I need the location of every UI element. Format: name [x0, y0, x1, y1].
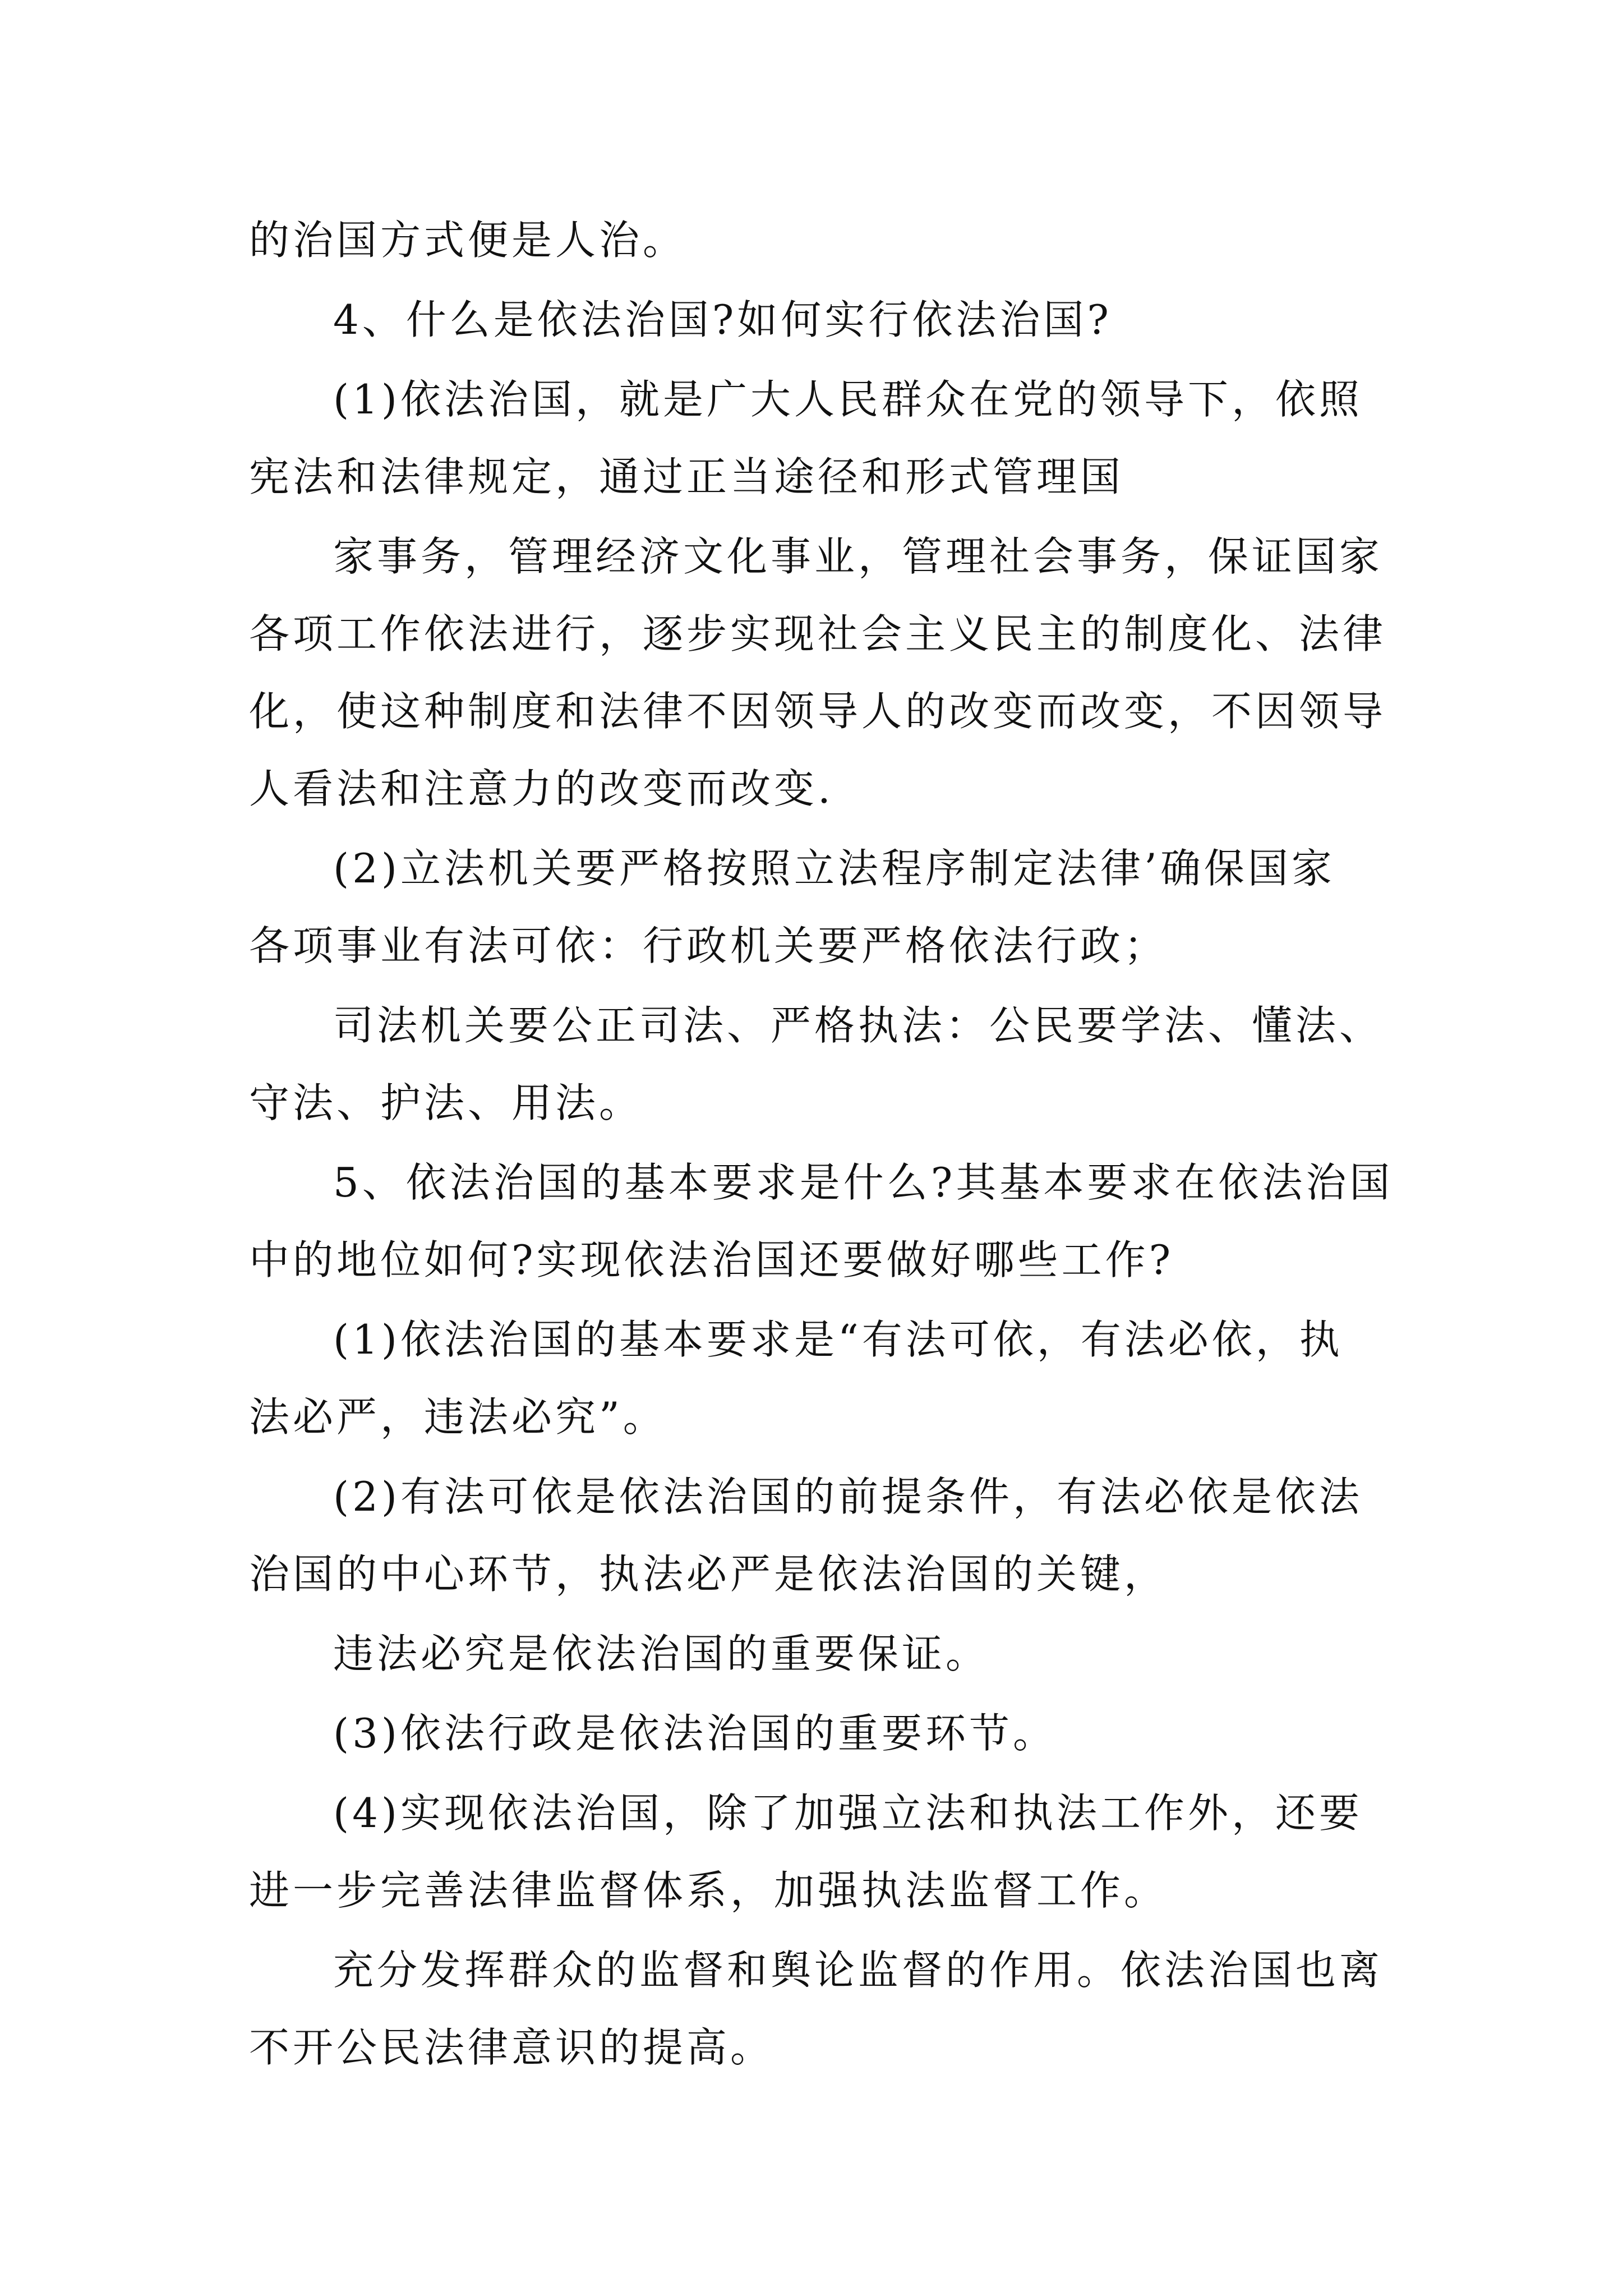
question-heading: 5、依法治国的基本要求是什么?其基本要求在依法治国 — [333, 1159, 1394, 1206]
text-line: 人看法和注意力的改变而改变. — [249, 765, 834, 812]
text-line: 的治国方式便是人治。 — [249, 217, 687, 264]
text-line: (3)依法行政是依法治国的重要环节。 — [333, 1710, 1057, 1757]
text-line: 各项事业有法可依：行政机关要严格依法行政； — [249, 922, 1168, 969]
text-line: 司法机关要公正司法、严格执法：公民要学法、懂法、 — [333, 1002, 1384, 1049]
text-line: 治国的中心环节，执法必严是依法治国的关键， — [249, 1550, 1168, 1598]
text-line: 家事务，管理经济文化事业，管理社会事务，保证国家 — [333, 533, 1384, 580]
text-line: (2)有法可依是依法治国的前提条件，有法必依是依法 — [333, 1473, 1363, 1520]
text-line: 充分发挥群众的监督和舆论监督的作用。依法治国也离 — [333, 1947, 1384, 1994]
text-line: 法必严，违法必究”。 — [249, 1393, 667, 1441]
text-line: 各项工作依法进行，逐步实现社会主义民主的制度化、法律 — [249, 610, 1387, 657]
text-line: (4)实现依法治国，除了加强立法和执法工作外，还要 — [333, 1789, 1363, 1837]
text-line: (1)依法治国的基本要求是“有法可依，有法必依，执 — [333, 1316, 1343, 1363]
text-line: 守法、护法、用法。 — [249, 1079, 643, 1126]
text-line: 不开公民法律意识的提高。 — [249, 2024, 774, 2071]
text-line: 中的地位如何?实现依法治国还要做好哪些工作? — [249, 1236, 1174, 1283]
text-line: 化，使这种制度和法律不因领导人的改变而改变，不因领导 — [249, 688, 1387, 735]
text-line: (1)依法治国，就是广大人民群众在党的领导下，依照 — [333, 376, 1363, 423]
text-line: (2)立法机关要严格按照立法程序制定法律’确保国家 — [333, 845, 1335, 892]
text-line: 违法必究是依法治国的重要保证。 — [333, 1630, 990, 1677]
question-heading: 4、什么是依法治国?如何实行依法治国? — [333, 296, 1113, 343]
text-line: 进一步完善法律监督体系，加强执法监督工作。 — [249, 1867, 1168, 1914]
text-line: 宪法和法律规定，通过正当途径和形式管理国 — [249, 453, 1124, 500]
